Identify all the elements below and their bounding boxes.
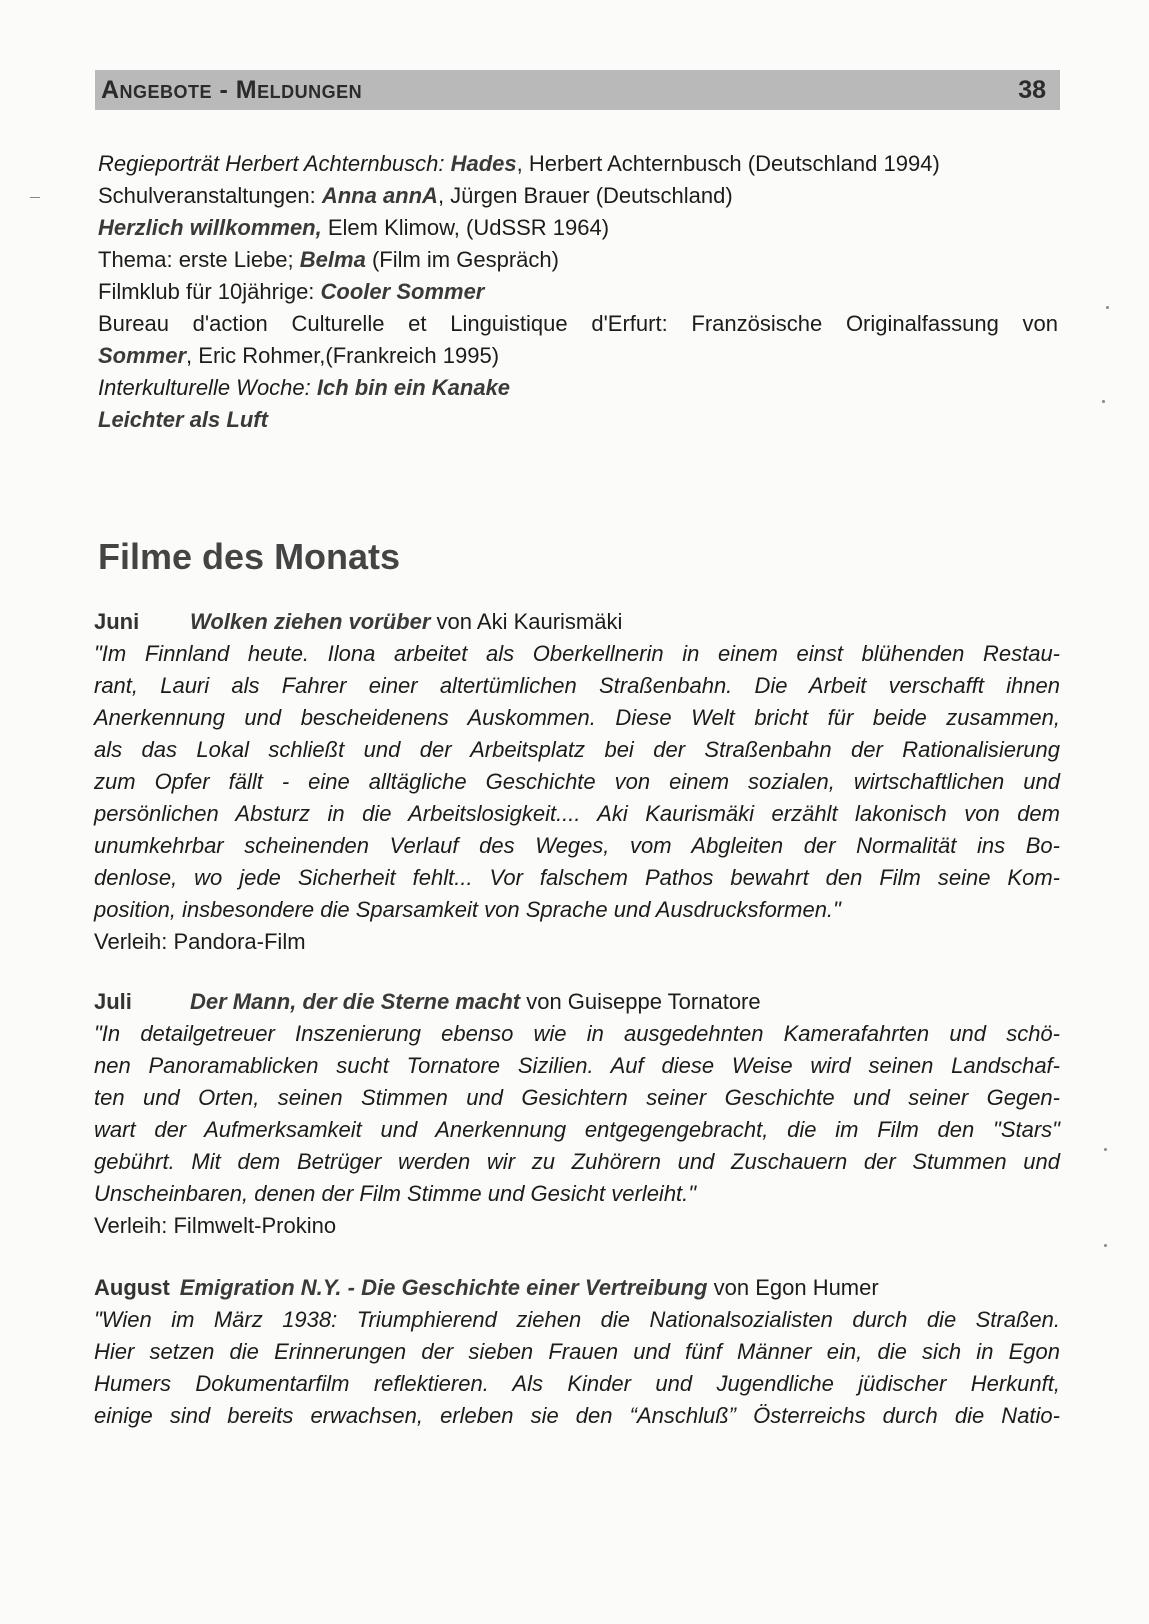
review-line: persönlichen Absturz in die Arbeitslosigkeit.... Aki Kaurismäki erzählt lakonisch von dem	[94, 801, 1060, 826]
scan-mark	[30, 197, 40, 198]
review-line: Hier setzen die Erinnerungen der sieben Frauen und fünf Männer ein, die sich in Egon	[94, 1339, 1060, 1364]
review-line: rant, Lauri als Fahrer einer altertümlichen Straßenbahn. Die Arbeit verschafft ihnen	[94, 673, 1060, 698]
review-line: "Wien im März 1938: Triumphierend ziehen die Nationalsozialisten durch die Straßen.	[94, 1307, 1060, 1332]
film-title: Leichter als Luft	[98, 407, 268, 432]
film-heading	[94, 986, 1060, 1018]
film-director: von Guiseppe Tornatore	[520, 989, 761, 1014]
review-line: einige sind bereits erwachsen, erleben sie den “Anschluß” Österreichs durch die Natio-	[94, 1403, 1060, 1428]
event-line	[98, 404, 1058, 436]
film-entry	[94, 606, 1060, 958]
section-title: Filme des Monats	[98, 536, 401, 577]
film-title: Herzlich willkommen,	[98, 215, 322, 240]
review-line: Anerkennung und bescheidenens Auskommen. Diese Welt bricht für beide zusammen,	[94, 705, 1060, 730]
review-line: gebührt. Mit dem Betrüger werden wir zu Zuhörern und Zuschauern der Stummen und	[94, 1149, 1060, 1174]
film-title: Hades	[450, 151, 517, 176]
scan-dot	[1106, 306, 1109, 309]
film-title: Wolken ziehen vorüber	[190, 609, 431, 634]
scan-dot	[1104, 1148, 1107, 1151]
event-text: Interkulturelle Woche:	[98, 375, 317, 400]
film-entry	[94, 1272, 1060, 1432]
event-text: (Film im Gespräch)	[365, 247, 559, 272]
review-line: position, insbesondere die Sparsamkeit von Sprache und Ausdrucksformen."	[94, 897, 841, 922]
film-heading	[94, 606, 1060, 638]
event-text: , Herbert Achternbusch (Deutschland 1994)	[516, 151, 940, 176]
page-header	[95, 70, 1060, 110]
event-text: Filmklub für 10jährige:	[98, 279, 321, 304]
review-line: zum Opfer fällt - eine alltägliche Geschichte von einem sozialen, wirtschaftlichen und	[94, 769, 1060, 794]
event-line	[98, 180, 1058, 212]
film-title: Der Mann, der die Sterne macht	[190, 989, 521, 1014]
scan-dot	[1102, 400, 1105, 403]
film-title: Anna annA	[321, 183, 438, 208]
film-title: Ich bin ein Kanake	[316, 375, 511, 400]
film-heading	[94, 1272, 1060, 1304]
event-line	[98, 148, 1058, 180]
event-text: Bureau d'action Culturelle et Linguistique d'Erfurt: Französische Originalfassung von	[98, 311, 1058, 336]
page-number: 38	[1018, 75, 1046, 104]
review-line: wart der Aufmerksamkeit und Anerkennung entgegengebracht, die im Film den "Stars"	[94, 1117, 1060, 1142]
event-text: Schulveranstaltungen:	[98, 183, 322, 208]
film-title: Emigration N.Y. - Die Geschichte einer Vertreibung	[179, 1275, 708, 1300]
event-line	[98, 212, 1058, 244]
film-director: von Egon Humer	[707, 1275, 879, 1300]
event-text: , Jürgen Brauer (Deutschland)	[437, 183, 733, 208]
film-entry	[94, 986, 1060, 1242]
film-title: Sommer	[98, 343, 187, 368]
event-list	[98, 148, 1058, 436]
review-line: "In detailgetreuer Inszenierung ebenso wie in ausgedehnten Kamerafahrten und schö-	[94, 1021, 1060, 1046]
event-line	[98, 372, 1058, 404]
film-title: Cooler Sommer	[320, 279, 485, 304]
event-line	[98, 244, 1058, 276]
section-label: Angebote - Meldungen	[101, 75, 363, 104]
event-text: Regieporträt Herbert Achternbusch:	[98, 151, 451, 176]
event-text: , Eric Rohmer,(Frankreich 1995)	[186, 343, 500, 368]
film-distributor: Verleih: Pandora-Film	[94, 929, 306, 954]
review-line: unumkehrbar scheinenden Verlauf des Weges, vom Abgleiten der Normalität ins Bo-	[94, 833, 1060, 858]
review-line: nen Panoramablicken sucht Tornatore Sizilien. Auf diese Weise wird seinen Landschaf-	[94, 1053, 1060, 1078]
event-line	[98, 340, 1058, 372]
review-line: Humers Dokumentarfilm reflektieren. Als Kinder und Jugendliche jüdischer Herkunft,	[94, 1371, 1060, 1396]
event-text: Thema: erste Liebe;	[98, 247, 300, 272]
review-line: ten und Orten, seinen Stimmen und Gesichtern seiner Geschichte und seiner Gegen-	[94, 1085, 1060, 1110]
review-line: denlose, wo jede Sicherheit fehlt... Vor falschem Pathos bewahrt den Film seine Kom-	[94, 865, 1060, 890]
event-text: Elem Klimow, (UdSSR 1964)	[321, 215, 610, 240]
film-month: Juli	[94, 989, 132, 1014]
event-line	[98, 276, 1058, 308]
review-line: "Im Finnland heute. Ilona arbeitet als Oberkellnerin in einem einst blühenden Restau-	[94, 641, 1060, 666]
film-review	[94, 1304, 1060, 1432]
film-review	[94, 638, 1060, 926]
film-review	[94, 1018, 1060, 1210]
film-director: von Aki Kaurismäki	[430, 609, 623, 634]
film-title: Belma	[299, 247, 366, 272]
review-line: als das Lokal schließt und der Arbeitsplatz bei der Straßenbahn der Rationalisierung	[94, 737, 1060, 762]
event-line	[98, 308, 1058, 340]
review-line: Unscheinbaren, denen der Film Stimme und Gesicht verleiht."	[94, 1181, 697, 1206]
film-month: Juni	[94, 609, 140, 634]
film-month: August	[94, 1275, 170, 1300]
scan-dot	[1104, 1244, 1107, 1247]
film-distributor: Verleih: Filmwelt-Prokino	[94, 1213, 337, 1238]
